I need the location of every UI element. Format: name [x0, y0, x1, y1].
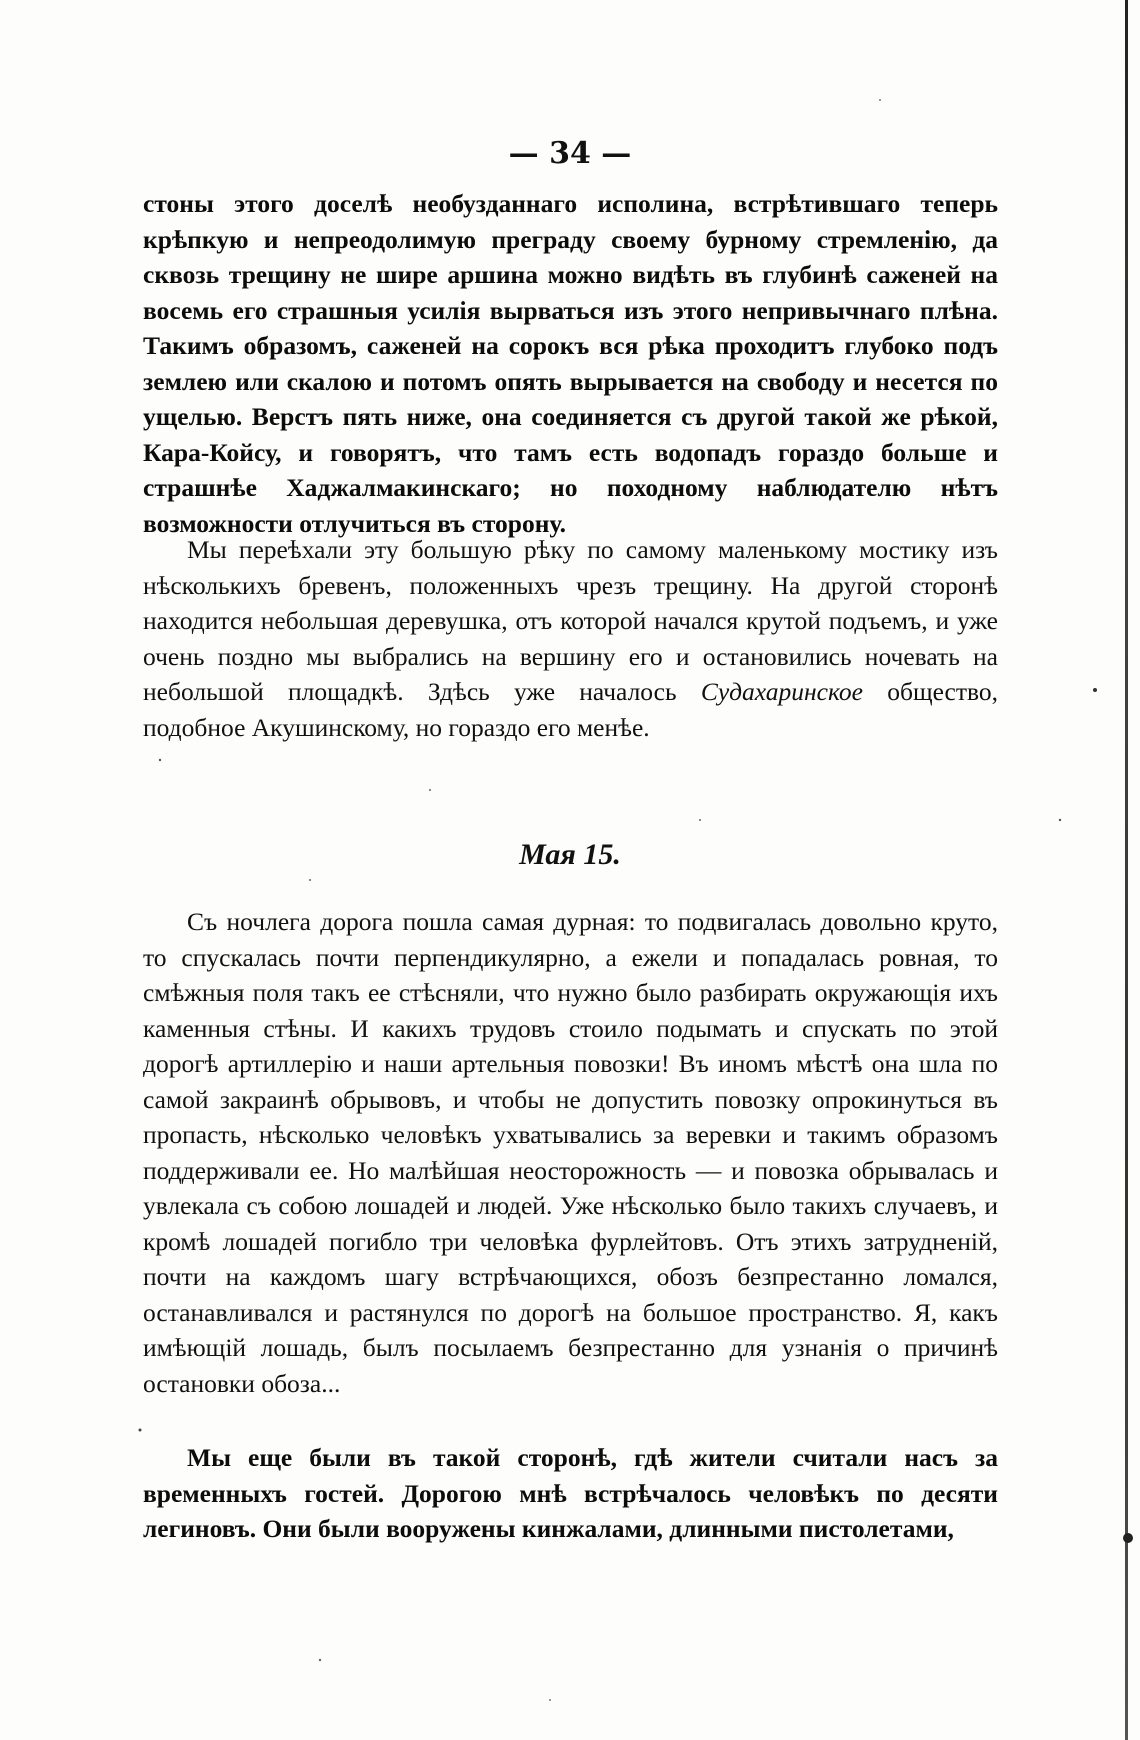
paragraph-text: общество, подобное Акушинскому, но гораздо его менѣе.: [143, 677, 998, 742]
paragraph-text: стоны этого доселѣ необузданнаго исполина, встрѣтившаго теперь крѣпкую и непреодолимую преграду своему бурному стремленію, да сквозь трещину не шире аршина можно видѣть въ глубинѣ саженей на восемь его страшныя усилія вырваться изъ этого непривычнаго плѣна. Такимъ образомъ, саженей на сорокъ вся рѣка проходитъ глубоко подъ землею или скалою и потомъ опять вырывается на свободу и несется по ущелью. Верстъ пять ниже, она соединяется съ другой такой же рѣкой, Кара-Койсу, и говорятъ, что тамъ есть водопадъ гораздо больше и страшнѣе Хаджалмакинскаго; но походному наблюдателю нѣтъ возможности отлучиться въ сторону.: [143, 189, 998, 538]
paragraph-text: Мы еще были въ такой сторонѣ, гдѣ жители считали насъ за временныхъ гостей. Дорогою мнѣ встрѣчалось человѣкъ по десяти легиновъ. Они были вооружены кинжалами, длинными пистолетами,: [143, 1443, 998, 1543]
society-name-italic: Судахаринское: [700, 677, 863, 706]
paragraph-crossing: [143, 532, 998, 745]
paragraph-text: Съ ночлега дорога пошла самая дурная: то подвигалась довольно круто, то спускалась почти перпендикулярно, а ежели и попадалась ровная, то смѣжныя поля такъ ее стѣсняли, что нужно было разбирать окружающія ихъ каменныя стѣны. И какихъ трудовъ стоило подымать и спускать по этой дорогѣ артиллерію и наши артельныя повозки! Въ иномъ мѣстѣ она шла по самой закраинѣ обрывовъ, и чтобы не допустить повозку опрокинуться въ пропасть, нѣсколько человѣкъ ухватывались за веревки и такимъ образомъ поддерживали ее. Но малѣйшая неосторожность — и повозка обрывалась и увлекала съ собою лошадей и людей. Уже нѣсколько было такихъ случаевъ, и кромѣ лошадей погибло три человѣка фурлейтовъ. Отъ этихъ затрудненій, почти на каждомъ шагу встрѣчающихся, обозъ безпрестанно ломался, останавливался и растянулся по дорогѣ на большое пространство. Я, какъ имѣющій лошадь, былъ посылаемъ безпрестанно для узнанія о причинѣ остановки обоза...: [143, 907, 998, 1398]
paragraph-continuation: [143, 186, 998, 541]
page-number: — 34 —: [508, 136, 632, 171]
paragraph-road: [143, 904, 998, 1401]
paragraph-inhabitants: [143, 1440, 998, 1547]
paragraph-text: Мы переѣхали эту большую рѣку по самому маленькому мостику изъ нѣсколькихъ бревенъ, положенныхъ чрезъ трещину. На другой сторонѣ находится небольшая деревушка, отъ которой начался крутой подъемъ, и уже очень поздно мы выбрались на вершину его и остановились ночевать на небольшой площадкѣ. Здѣсь уже началось: [143, 535, 998, 706]
date-heading: Мая 15.: [519, 838, 621, 871]
